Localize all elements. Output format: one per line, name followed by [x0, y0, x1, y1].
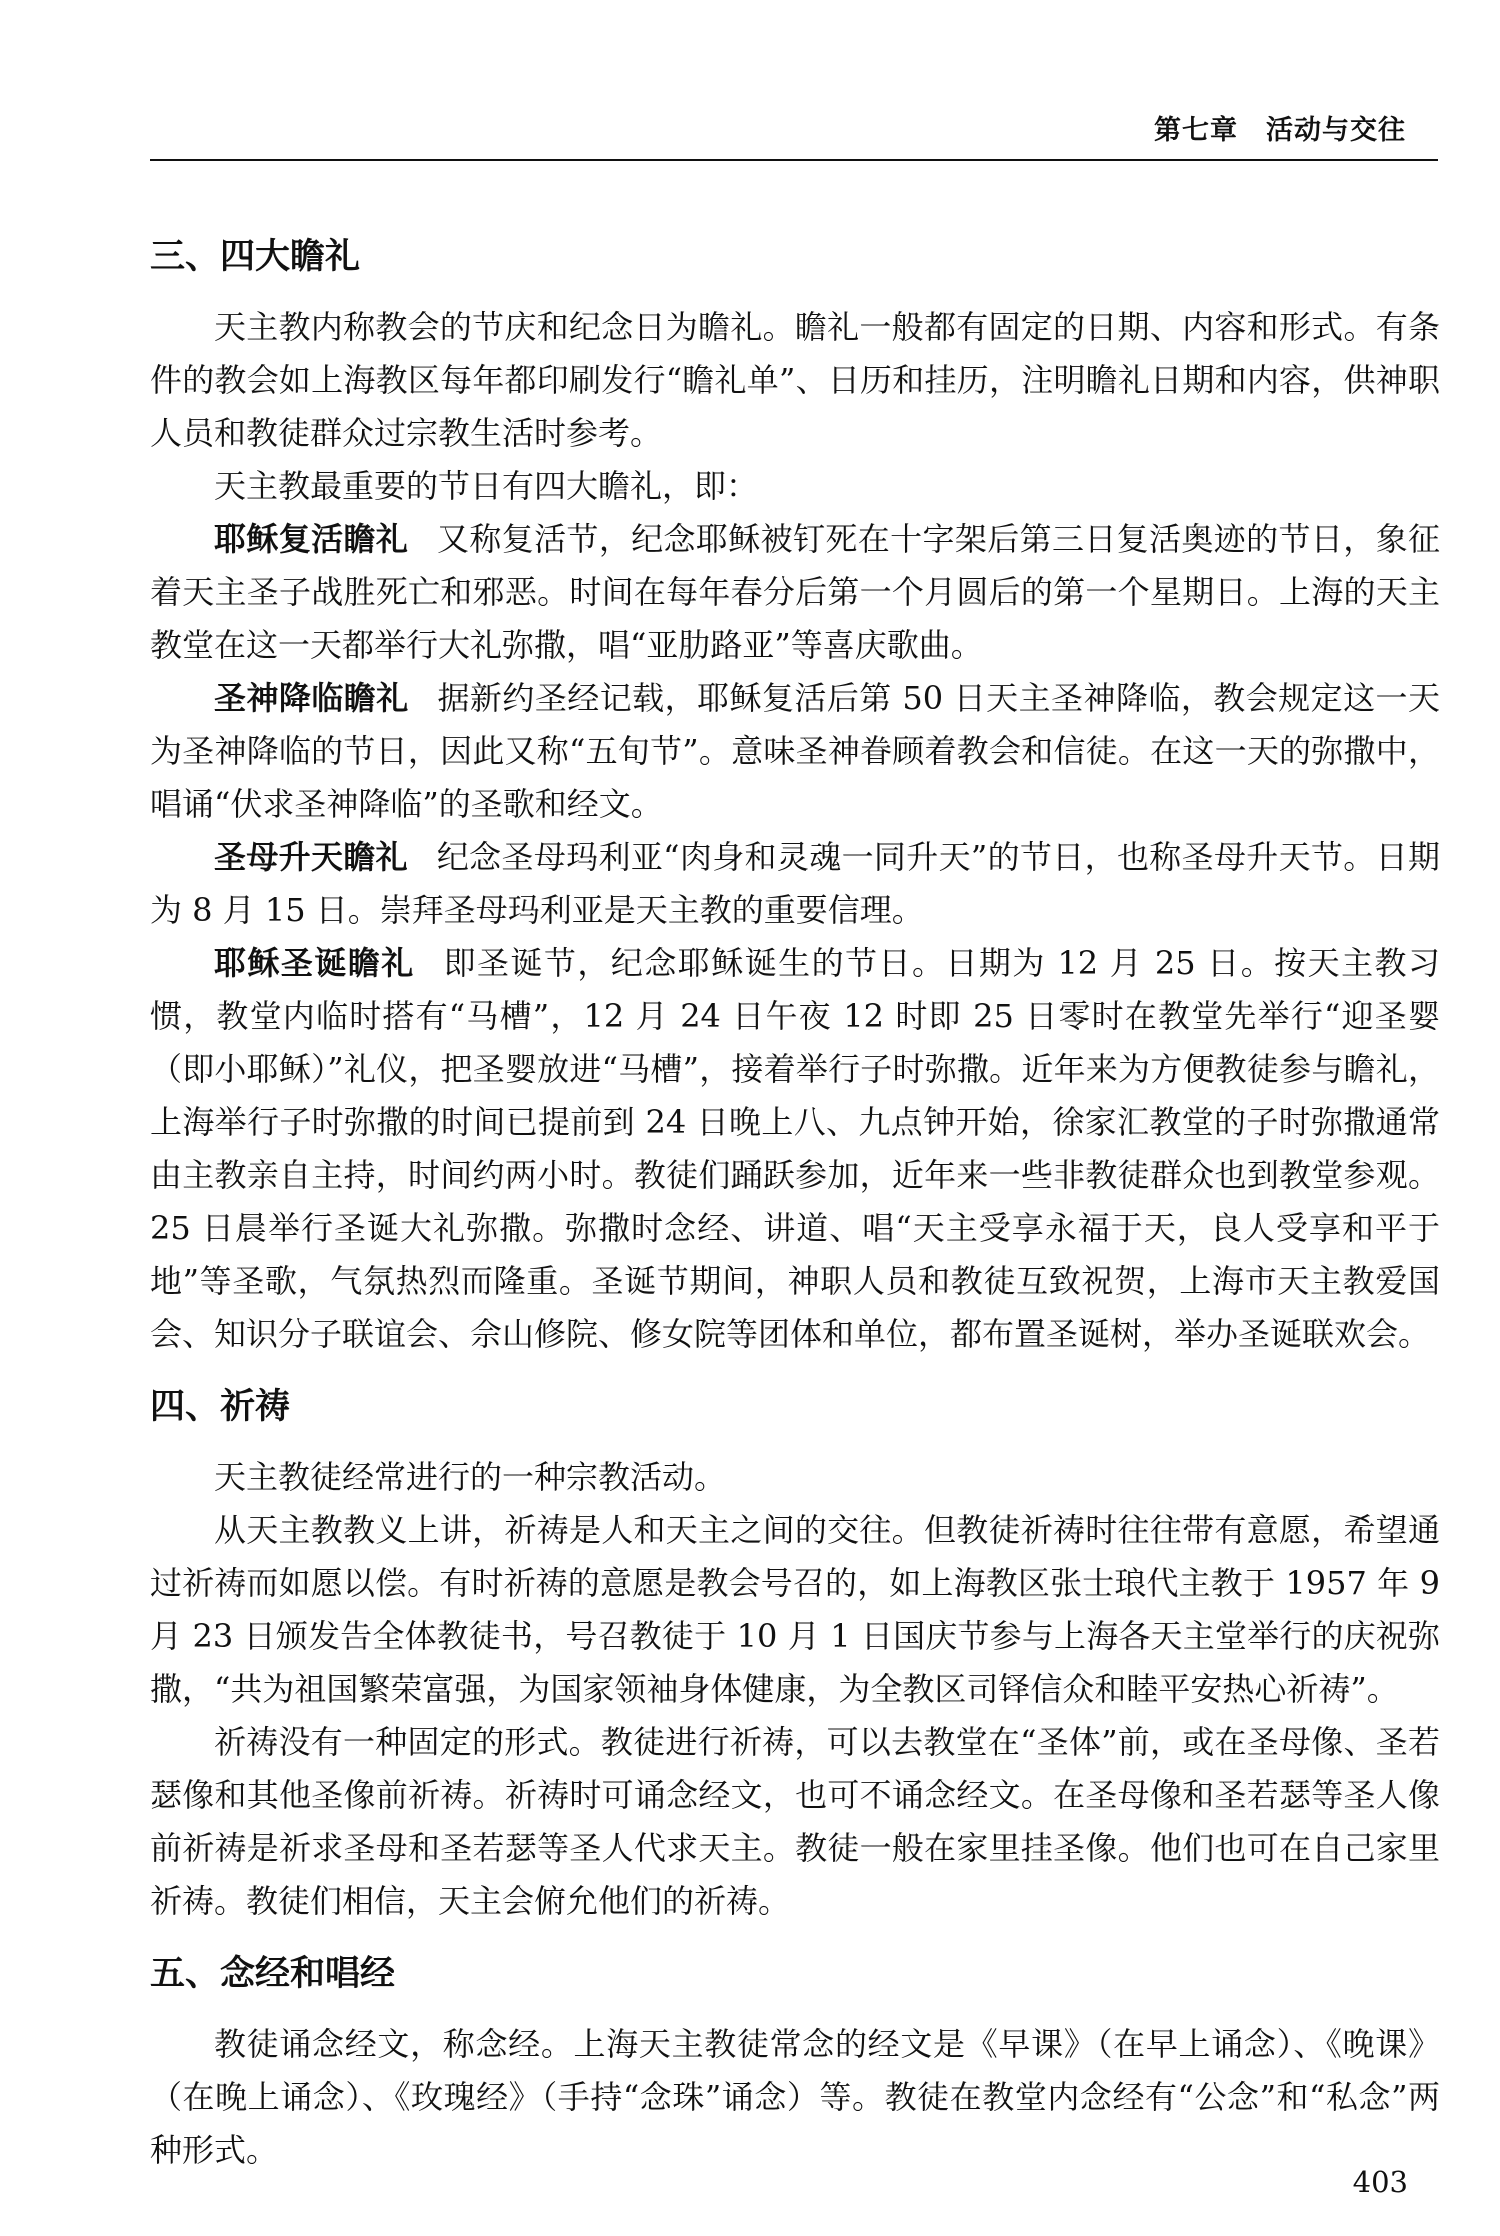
assumption-paragraph	[150, 831, 1440, 937]
section-heading: 四、祈祷	[150, 1387, 291, 1427]
page-number: 403	[1352, 2165, 1408, 2199]
term-christmas: 耶稣圣诞瞻礼	[214, 944, 415, 982]
easter-text: 又称复活节，纪念耶稣被钉死在十字架后第三日复活奥迹的节日，象征着天主圣子战胜死亡和邪恶。时间在每年春分后第一个月圆后的第一个星期日。上海的天主教堂在这一天都举行大礼弥撒，唱“亚肋路亚”等喜庆歌曲。	[150, 520, 1440, 664]
term-assumption: 圣母升天瞻礼	[214, 838, 409, 876]
chapter-title: 活动与交往	[1266, 115, 1406, 146]
section-heading: 五、念经和唱经	[150, 1954, 396, 1994]
paragraph: 教徒诵念经文，称念经。上海天主教徒常念的经文是《早课》（在早上诵念）、《晚课》（在晚上诵念）、《玫瑰经》（手持“念珠”诵念）等。教徒在教堂内念经有“公念”和“私念”两种形式。	[150, 2025, 1440, 2169]
page-body	[150, 205, 1440, 2177]
easter-paragraph	[150, 513, 1440, 672]
chapter-number: 第七章	[1154, 115, 1238, 146]
assumption-text: 纪念圣母玛利亚“肉身和灵魂一同升天”的节日，也称圣母升天节。日期为 8 月 15 日。崇拜圣母玛利亚是天主教的重要信理。	[150, 838, 1440, 929]
term-pentecost: 圣神降临瞻礼	[214, 679, 409, 717]
paragraph: 天主教最重要的节日有四大瞻礼，即：	[214, 467, 759, 505]
section-prayer	[150, 1375, 1440, 1928]
section-four-feasts	[150, 225, 1440, 1361]
section-heading: 三、四大瞻礼	[150, 237, 361, 277]
christmas-text: 即圣诞节，纪念耶稣诞生的节日。日期为 12 月 25 日。按天主教习惯，教堂内临时搭有“马槽”，12 月 24 日午夜 12 时即 25 日零时在教堂先举行“迎圣婴（即小耶稣）”礼仪，把圣婴放进“马槽”，接着举行子时弥撒。近年来为方便教徒参与瞻礼，上海举行子时弥撒的时间已提前到 24 日晚上八、九点钟开始，徐家汇教堂的子时弥撒通常由主教亲自主持，时间约两小时。教徒们踊跃参加，近年来一些非教徒群众也到教堂参观。25 日晨举行圣诞大礼弥撒。弥撒时念经、讲道、唱“天主受享永福于天，良人受享和平于地”等圣歌，气氛热烈而隆重。圣诞节期间，神职人员和教徒互致祝贺，上海市天主教爱国会、知识分子联谊会、佘山修院、修女院等团体和单位，都布置圣诞树，举办圣诞联欢会。	[150, 944, 1440, 1353]
pentecost-text: 据新约圣经记载，耶稣复活后第 50 日天主圣神降临，教会规定这一天为圣神降临的节日，因此又称“五旬节”。意味圣神眷顾着教会和信徒。在这一天的弥撒中，唱诵“伏求圣神降临”的圣歌和经文。	[150, 679, 1440, 823]
paragraph: 祈祷没有一种固定的形式。教徒进行祈祷，可以去教堂在“圣体”前，或在圣母像、圣若瑟像和其他圣像前祈祷。祈祷时可诵念经文，也可不诵念经文。在圣母像和圣若瑟等圣人像前祈祷是祈求圣母和圣若瑟等圣人代求天主。教徒一般在家里挂圣像。他们也可在自己家里祈祷。教徒们相信，天主会俯允他们的祈祷。	[150, 1723, 1440, 1920]
paragraph: 天主教徒经常进行的一种宗教活动。	[214, 1458, 727, 1496]
running-header	[1154, 108, 1406, 147]
christmas-paragraph	[150, 937, 1440, 1361]
section-recitation	[150, 1942, 1440, 2177]
paragraph: 天主教内称教会的节庆和纪念日为瞻礼。瞻礼一般都有固定的日期、内容和形式。有条件的教会如上海教区每年都印刷发行“瞻礼单”、日历和挂历，注明瞻礼日期和内容，供神职人员和教徒群众过宗教生活时参考。	[150, 308, 1440, 452]
header-rule	[150, 159, 1438, 161]
pentecost-paragraph	[150, 672, 1440, 831]
term-easter: 耶稣复活瞻礼	[214, 520, 409, 558]
paragraph: 从天主教教义上讲，祈祷是人和天主之间的交往。但教徒祈祷时往往带有意愿，希望通过祈祷而如愿以偿。有时祈祷的意愿是教会号召的，如上海教区张士琅代主教于 1957 年 9 月 23 日颁发告全体教徒书，号召教徒于 10 月 1 日国庆节参与上海各天主堂举行的庆祝弥撒，“共为祖国繁荣富强，为国家领袖身体健康，为全教区司铎信众和睦平安热心祈祷”。	[150, 1511, 1440, 1708]
